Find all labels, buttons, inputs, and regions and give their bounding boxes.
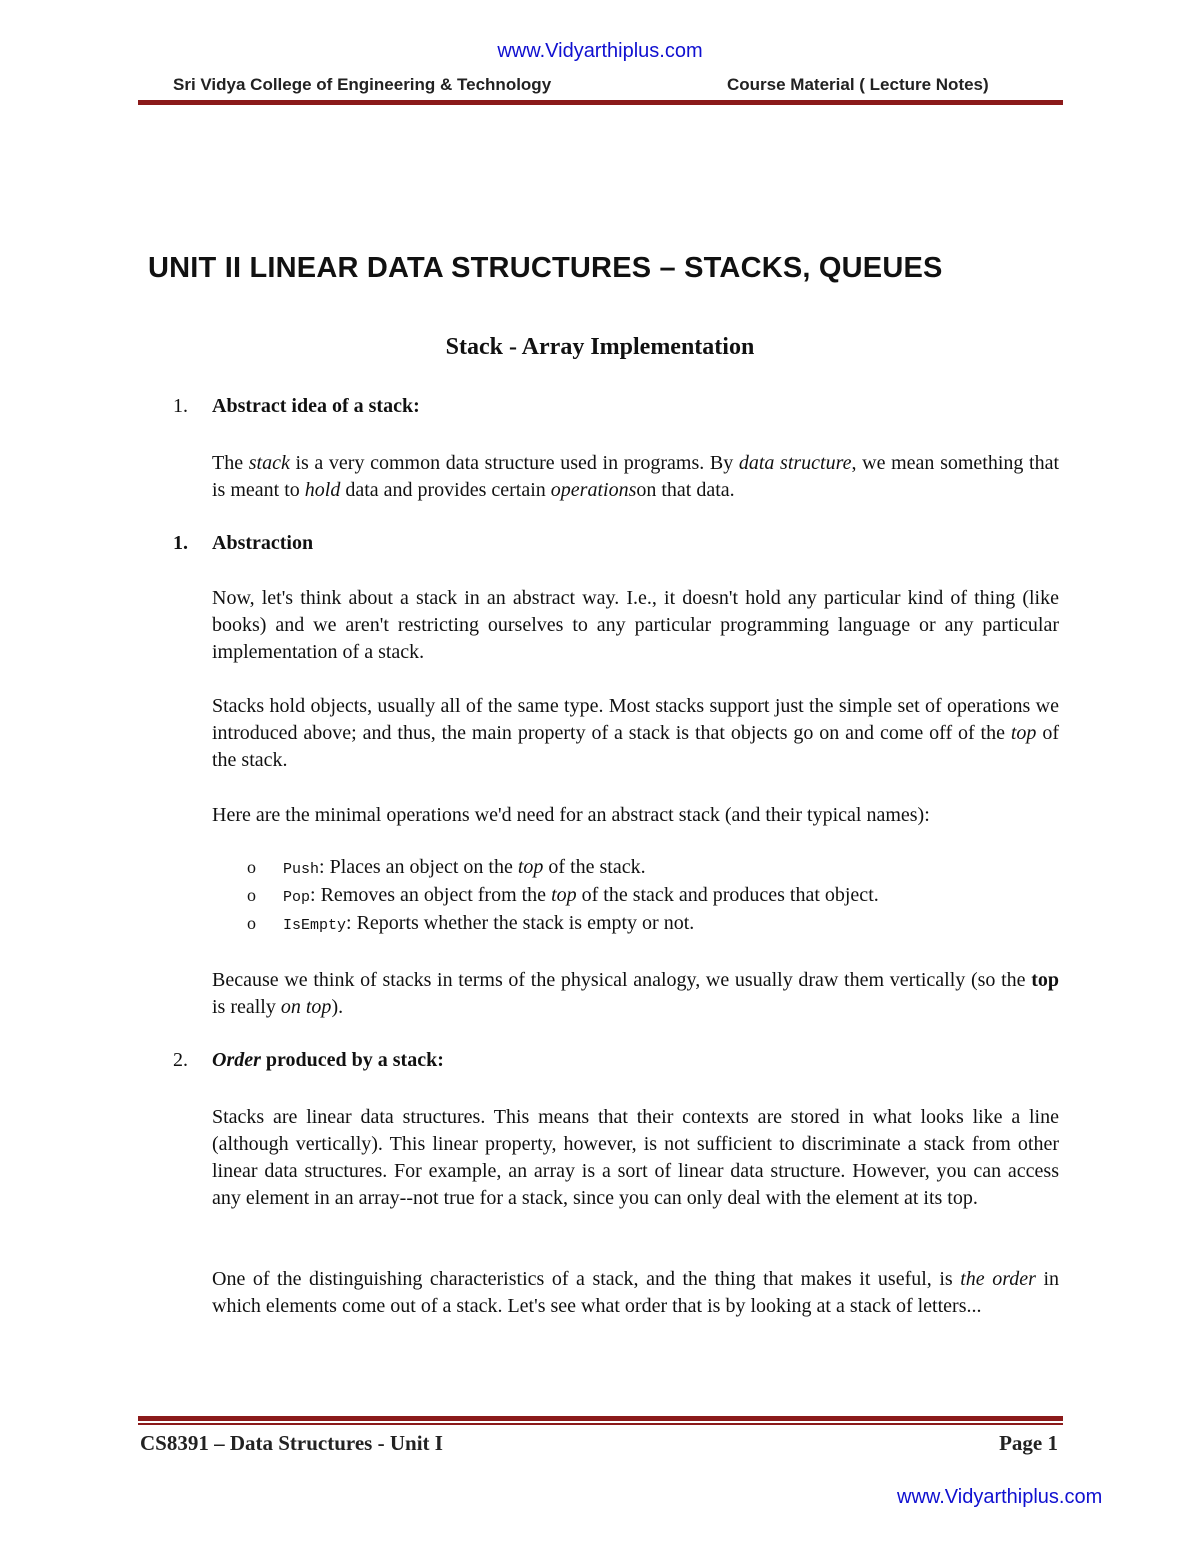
header-rule [138,100,1063,105]
header-college-name: Sri Vidya College of Engineering & Technology [173,75,552,94]
footer-site-link[interactable]: www.Vidyarthiplus.com [897,1486,1103,1508]
bullet-marker: o [247,913,256,933]
paragraph-linear-structures: Stacks are linear data structures. This means that their contexts are stored in what looks like a line (although vertically). This linear property, however, is not sufficient to discriminate a stack from other linear data structures. For example, an array is a sort of linear data structure. However, you can access any element in an array--not true for a stack, since you can only deal with the element at its top. [212,1106,1059,1209]
page-title: UNIT II LINEAR DATA STRUCTURES – STACKS, QUEUES [148,252,943,284]
footer-page-number: Page 1 [999,1431,1058,1455]
section-heading-abstraction: Abstraction [212,532,314,554]
footer-course-name: CS8391 – Data Structures - Unit I [140,1431,443,1455]
paragraph-stacks-hold-objects: Stacks hold objects, usually all of the same type. Most stacks support just the simple set of operations we introduced above; and thus, the main property of a stack is that objects go on and come off of the top of the stack. [212,695,1059,771]
footer-rule-thin [138,1423,1063,1425]
header-course-material: Course Material ( Lecture Notes) [727,75,989,94]
list-item-push: Push: Places an object on the top of the stack. [283,856,646,878]
paragraph-physical-analogy: Because we think of stacks in terms of the physical analogy, we usually draw them vertically (so the top is really on top). [212,969,1059,1018]
section-heading-order: Order produced by a stack: [212,1049,444,1071]
bullet-marker: o [247,885,256,905]
section-number: 1. [173,395,188,417]
section-heading-abstract-idea: Abstract idea of a stack: [212,395,420,417]
header-site-link[interactable]: www.Vidyarthiplus.com [497,40,703,62]
paragraph-stack-definition: The stack is a very common data structure used in programs. By data structure, we mean something that is meant to hold data and provides certain operationson that data. [212,452,1060,501]
page-subtitle: Stack - Array Implementation [445,334,755,360]
list-item-isempty: IsEmpty: Reports whether the stack is empty or not. [283,912,695,934]
section-number: 1. [173,532,188,554]
paragraph-order-of-elements: One of the distinguishing characteristics of a stack, and the thing that makes it useful, is the order in which elements come out of a stack. Let's see what order that is by looking at a stack of letters... [212,1268,1060,1317]
paragraph-abstraction: Now, let's think about a stack in an abstract way. I.e., it doesn't hold any particular kind of thing (like books) and we aren't restricting ourselves to any particular programming language or any particular implementation of a stack. [212,587,1059,663]
paragraph-minimal-operations: Here are the minimal operations we'd need for an abstract stack (and their typical names): [212,804,930,826]
list-item-pop: Pop: Removes an object from the top of the stack and produces that object. [283,884,879,906]
section-number: 2. [173,1049,188,1071]
bullet-marker: o [247,857,256,877]
footer-rule [138,1416,1063,1421]
